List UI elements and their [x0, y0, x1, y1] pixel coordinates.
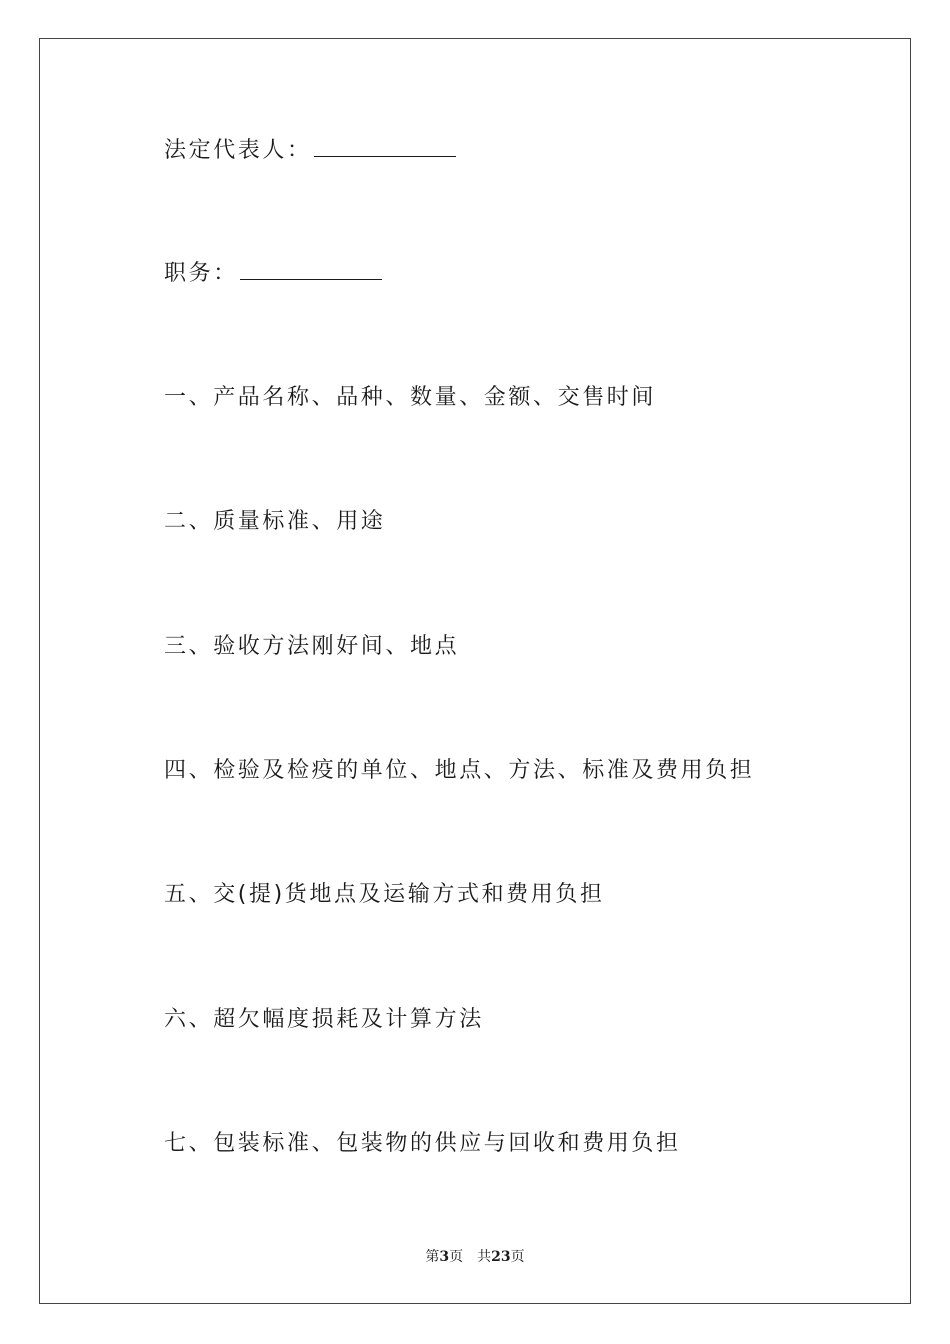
- section-heading-3: 三、验收方法刚好间、地点: [164, 634, 460, 659]
- footer-page-number: 3: [439, 1249, 450, 1265]
- footer-total-suffix: 页: [510, 1249, 525, 1265]
- footer-total-prefix: 共: [477, 1249, 492, 1265]
- footer-total-pages: 23: [491, 1249, 511, 1265]
- footer-page-suffix: 页: [449, 1249, 464, 1265]
- section-heading-6: 六、超欠幅度损耗及计算方法: [164, 1007, 484, 1032]
- section-heading-2: 二、质量标准、用途: [164, 509, 386, 534]
- legal-representative-field: [164, 136, 456, 166]
- footer-page-prefix: 第: [425, 1249, 440, 1265]
- section-heading-7: 七、包装标准、包装物的供应与回收和费用负担: [164, 1131, 681, 1156]
- section-heading-4: 四、检验及检疫的单位、地点、方法、标准及费用负担: [164, 758, 755, 783]
- position-label: 职务：: [164, 261, 238, 286]
- legal-representative-blank[interactable]: [314, 136, 456, 157]
- section-heading-5: 五、交(提)货地点及运输方式和费用负担: [164, 882, 605, 907]
- section-heading-1: 一、产品名称、品种、数量、金额、交售时间: [164, 385, 657, 410]
- position-field: [164, 259, 382, 289]
- legal-representative-label: 法定代表人：: [164, 138, 312, 163]
- page-border: [39, 38, 911, 1304]
- page-footer: [0, 1246, 950, 1266]
- position-blank[interactable]: [240, 259, 382, 280]
